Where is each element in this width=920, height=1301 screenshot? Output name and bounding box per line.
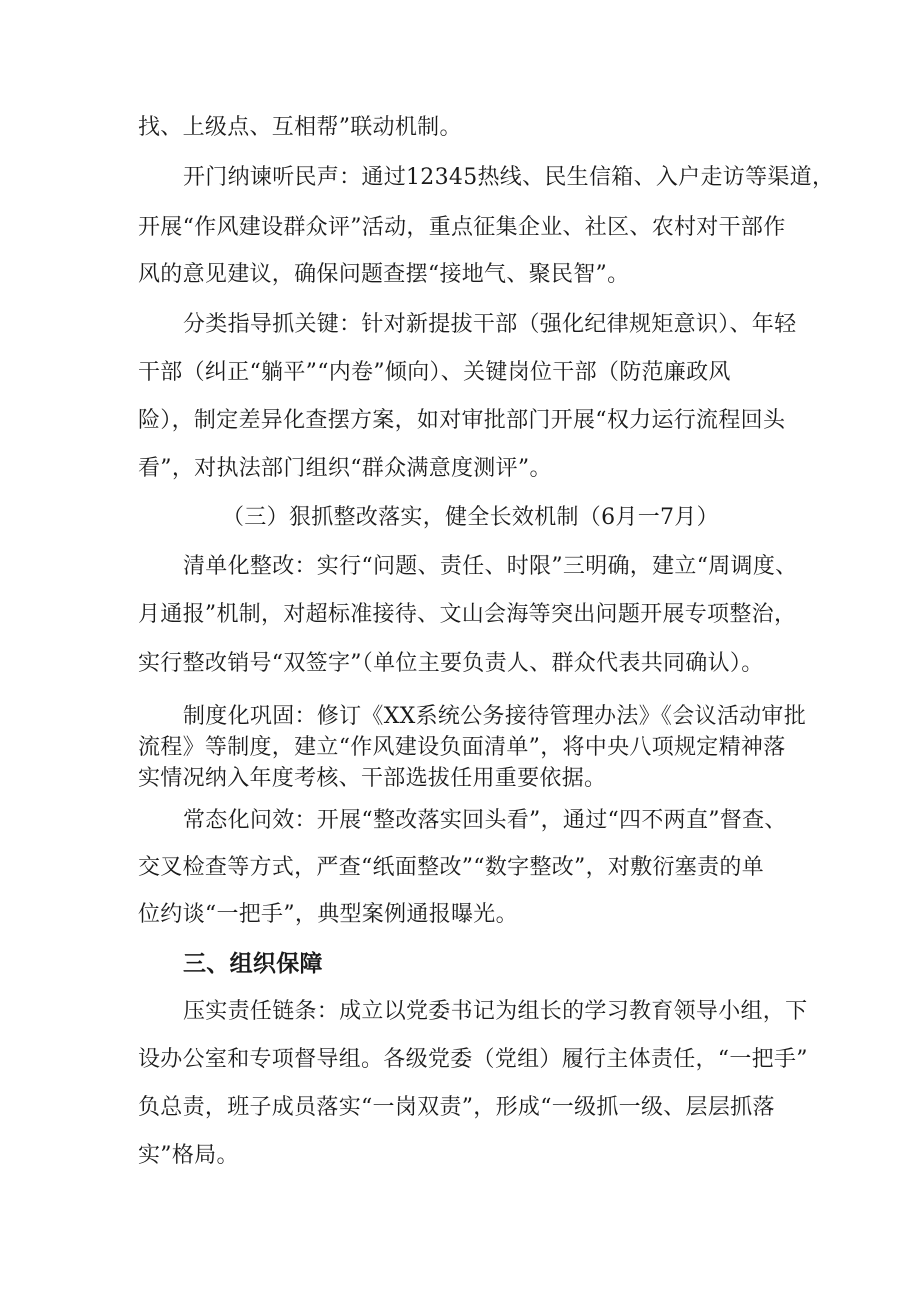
text-line-3: 开展“作风建设群众评”活动，重点征集企业、社区、农村对干部作	[138, 215, 786, 240]
text-line-23: 实”格局。	[138, 1143, 239, 1168]
text-line-2: 开门纳谏听民声：通过12345热线、民生信箱、入户走访等渠道，	[183, 165, 835, 190]
section-heading: 三、组织保障	[183, 951, 323, 977]
text-line-1: 找、上级点、互相帮”联动机制。	[138, 115, 462, 140]
text-line-7: 险），制定差异化查摆方案，如对审批部门开展“权力运行流程回头	[138, 408, 786, 433]
section-subheading: （三）狠抓整改落实，健全长效机制（6月一7月）	[222, 505, 719, 530]
text-line-18: 位约谈“一把手”，典型案例通报曝光。	[138, 902, 518, 927]
text-line-12: 实行整改销号“双签字”（单位主要负责人、群众代表共同确认）。	[138, 651, 764, 676]
text-line-21: 设办公室和专项督导组。各级党委（党组）履行主体责任，“一把手”	[138, 1047, 808, 1072]
text-line-10: 清单化整改：实行“问题、责任、时限”三明确，建立“周调度、	[183, 554, 798, 579]
text-line-20: 压实责任链条：成立以党委书记为组长的学习教育领导小组，下	[183, 999, 808, 1024]
text-line-8: 看”，对执法部门组织“群众满意度测评”。	[138, 456, 552, 481]
text-line-5: 分类指导抓关键：针对新提拔干部（强化纪律规矩意识）、年轻	[183, 312, 797, 337]
text-line-17: 交叉检查等方式，严查“纸面整改”“数字整改”，对敷衍塞责的单	[138, 855, 764, 880]
text-line-14: 流程》等制度，建立“作风建设负面清单”，将中央八项规定精神落	[138, 735, 786, 760]
text-line-22: 负总责，班子成员落实“一岗双责”，形成“一级抓一级、层层抓落	[138, 1095, 775, 1120]
text-line-6: 干部（纠正“躺平”“内卷”倾向）、关键岗位干部（防范廉政风	[138, 360, 731, 385]
text-line-4: 风的意见建议，确保问题查摆“接地气、聚民智”。	[138, 262, 630, 287]
text-line-13: 制度化巩固：修订《XX系统公务接待管理办法》《会议活动审批	[183, 704, 807, 729]
text-line-11: 月通报”机制，对超标准接待、文山会海等突出问题开展专项整治，	[138, 602, 797, 627]
text-line-16: 常态化问效：开展“整改落实回头看”，通过“四不两直”督查、	[183, 808, 787, 833]
text-line-15: 实情况纳入年度考核、干部选拔任用重要依据。	[138, 766, 607, 791]
